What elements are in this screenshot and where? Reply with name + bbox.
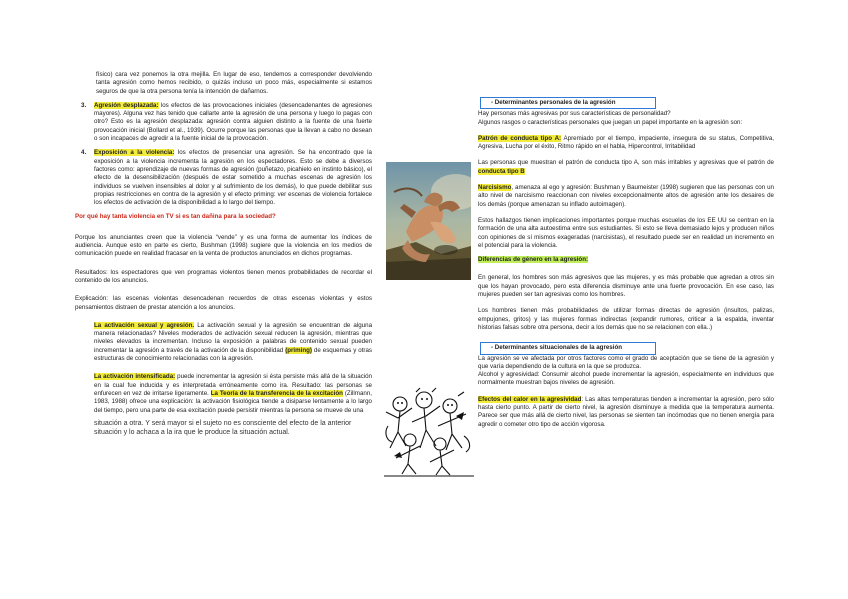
term-activacion-intensificada: La activación intensificada: (94, 373, 176, 381)
paragraph-explicacion: Explicación: las escenas violentas desencadenan recuerdos de otras escenas violentas y estos pensamientos distraen de prestar atención a los anuncios. (75, 295, 372, 311)
paragraph-text: Apremiado por el tiempo, impaciente, insegura de su status, Competitiva, Agresiva, Lucha por el éxito, Ritmo rápido en el habla, Hipercontrol, Irritabilidad (478, 134, 774, 151)
paragraph-activacion-intensificada (94, 373, 372, 414)
question-personalidad: Hay personas más agresivas por sus características de personalidad? (478, 110, 671, 118)
paragraph-patron-b (478, 159, 774, 176)
paragraph-text: , amenaza al ego y agresión: Bushman y Baumeister (1998) sugieren que las personas con un alto nivel de narcisismo reaccionan con niveles excepcionalmente altos de agresión ante los desaires de los demás (porque amenazan su inflado autoimagen). (478, 184, 774, 208)
paragraph-text: : Las altas temperaturas tienden a incrementar la agresión, pero sólo hasta cierto punto. A partir de cierto nivel, la agresión disminuye a medida que la temperatura aumenta. Parece ser que más allá de cierto nivel, las personas se sienten tan incómodas que no tienen energía para agredir o cometer otro tipo de acción vigorosa. (478, 395, 774, 428)
paragraph-activacion-sexual (94, 322, 372, 363)
term-priming: (priming) (285, 346, 312, 354)
term-narcisismo: Narcisismo (478, 184, 512, 192)
list-item-text: los efectos de las provocaciones iniciales (desencadenantes de agresiones mayores). Alguna vez has tenido que callarte ante la agresión de una persona y luego lo pagas con otro? Esto es la agresión desplazada: agresión contra alguien distinto a la fuente de una fuerte provocación inicial (Bollard et al., 1939). Ocurre porque las personas que la llevan a cabo no desean o son incapaces de agredir a la fuente inicial de la provocación. (94, 101, 372, 143)
term-patron-a: Patrón de conducta tipo A: (478, 134, 562, 142)
list-item-text: los efectos de presenciar una agresión. Se ha encontrado que la exposición a la violencia incrementa la agresión en los espectadores. Esto se debe a diversos factores como: aprendizaje de nuevas formas de agresión (puñetazo, picahielo en instinto básico), el efecto de la desensibilización (después de estar sometido a muchas escenas de agresión los individuos se vuelven insensibles al dolor y al sufrimiento de los demás), lo que puede debilitar sus propias restricciones en contra de la agresión y el efecto priming: ver escenas de violencia fortalece los efectos de activación de la disponibilidad a lo largo del tiempo. (94, 149, 373, 207)
left-column (75, 71, 373, 438)
paragraph-cultura: La agresión se ve afectada por otros factores como el grado de aceptación que se tiene de la agresión y que varía dependiendo de la cultura en la que se produzca. (478, 354, 774, 370)
list-item-exposicion-violencia (81, 149, 373, 207)
painting-image (386, 162, 471, 280)
paragraph-patron-a (478, 135, 774, 152)
paragraph-text: La activación sexual y la agresión se encuentran de alguna manera relacionadas? Niveles moderados de activación sexual reducen la agresión, mientras que niveles elevados la incrementan. Incluso la exposición a palabras de contenido sexual pueden incrementar la agresión a través de la activación de la disponibilidad (94, 321, 373, 354)
question-heading: Por qué hay tanta violencia en TV si es tan dañina para la sociedad? (75, 213, 276, 221)
paragraph-hallazgos: Estos hallazgos tienen implicaciones importantes porque muchas escuelas de los EE UU se centran en la formación de una alta autoestima entre sus estudiantes. Si esto se lleva demasiado lejos y producen niños con opiniones de sí mismos exageradas (narcisistas), el resultado puede ser en realidad un incremento en el potencial para la violencia. (478, 216, 774, 249)
paragraph-intro: físico) cara vez ponemos la otra mejilla. En lugar de eso, tendemos a corresponder devolviendo tanta agresión como hemos recibido, o quizás incluso un poco más, especialmente si estamos seguros de que la otra persona tenía la intención de dañarnos. (96, 71, 372, 95)
cartoon-image (380, 386, 478, 480)
term-calor: Efectos del calor en la agresividad (478, 395, 582, 403)
paragraph-narcisismo (478, 184, 774, 209)
paragraph-porque: Porque los anunciantes creen que la violencia “vende” y es una forma de aumentar los índices de audiencia. Aunque esto en parte es cierto, Bushman (1998) sugiere que la violencia en los medios de comunicación puede en realidad fracasar en la venta de productos anunciados en dichos programas. (75, 233, 372, 258)
paragraph-hombres: Los hombres tienen más probabilidades de utilizar formas directas de agresión (insultos, palizas, empujones, gritos) y las mujeres formas indirectas (expandir rumores, criticar a la espalda, inventar historias falsas sobre otra persona, decir a los demás que no se relacionen con ella..) (478, 307, 774, 331)
term-exposicion-violencia: Exposición a la violencia: (94, 149, 175, 157)
paragraph-alcohol: Alcohol y agresividad: Consumir alcohol puede incrementar la agresión, especialmente en individuos que normalmente muestran bajos niveles de agresión. (478, 371, 774, 387)
term-transferencia-excitacion: La Teoría de la transferencia de la excitación (210, 389, 343, 397)
crowd-cartoon-illustration (380, 386, 478, 480)
heading-diferencias-genero (478, 256, 774, 264)
paragraph-calor (478, 396, 774, 429)
term-diferencias-genero: Diferencias de género en la agresión: (478, 256, 589, 264)
list-item-agresion-desplazada (81, 101, 372, 143)
section-heading-personales: - Determinantes personales de la agresión (480, 97, 656, 109)
paragraph-text: puede incrementar la agresión si ésta persiste más allá de la situación en la cual fue inducida y es interpretada erróneamente como ira. Resultado: las personas se enfurecen en vez de irritarse ligeramente. (94, 373, 372, 397)
term-activacion-sexual: La activación sexual y agresión. (94, 321, 195, 329)
list-number: 4. (81, 149, 87, 157)
painting-illustration (386, 162, 471, 280)
paragraph-text: (Zillmann, 1983, 1988) ofrece una explicación: la activación fisiológica tiende a disiparse lentamente a lo largo del tiempo, pero una parte de esa excitación puede persistir mientras la persona se mueve de una (94, 389, 372, 414)
section-heading-situacionales: - Determinantes situacionales de la agresión (480, 342, 656, 354)
paragraph-general: En general, los hombres son más agresivos que las mujeres, y es más probable que agredan a otros sin que los hayan provocado, pero esta diferencia disminuye ante una fuerte provocación. En ese caso, las mujeres pueden ser tan agresivas como los hombres. (478, 274, 774, 299)
term-patron-b: conducta tipo B (478, 167, 525, 175)
term-agresion-desplazada: Agresión desplazada: (94, 101, 159, 109)
right-column (478, 97, 774, 435)
paragraph-text: Las personas que muestran el patrón de conducta tipo A, son más irritables y agresivas que el patrón de (478, 159, 774, 167)
list-number: 3. (81, 101, 87, 109)
paragraph-rasgos: Algunos rasgos o características personales que juegan un papel importante en la agresión son: (478, 118, 743, 126)
paragraph-text: de esquemas y otras estructuras de conocimiento relacionadas con la agresión. (94, 346, 373, 363)
paragraph-situacion: situación a otra. Y será mayor si el sujeto no es consciente del efecto de la anterior situación y lo achaca a la ira que le produce la situación actual. (94, 419, 352, 437)
paragraph-resultados: Resultados: los espectadores que ven programas violentos tienen menos probabilidades de recordar el contenido de los anuncios. (75, 268, 372, 284)
